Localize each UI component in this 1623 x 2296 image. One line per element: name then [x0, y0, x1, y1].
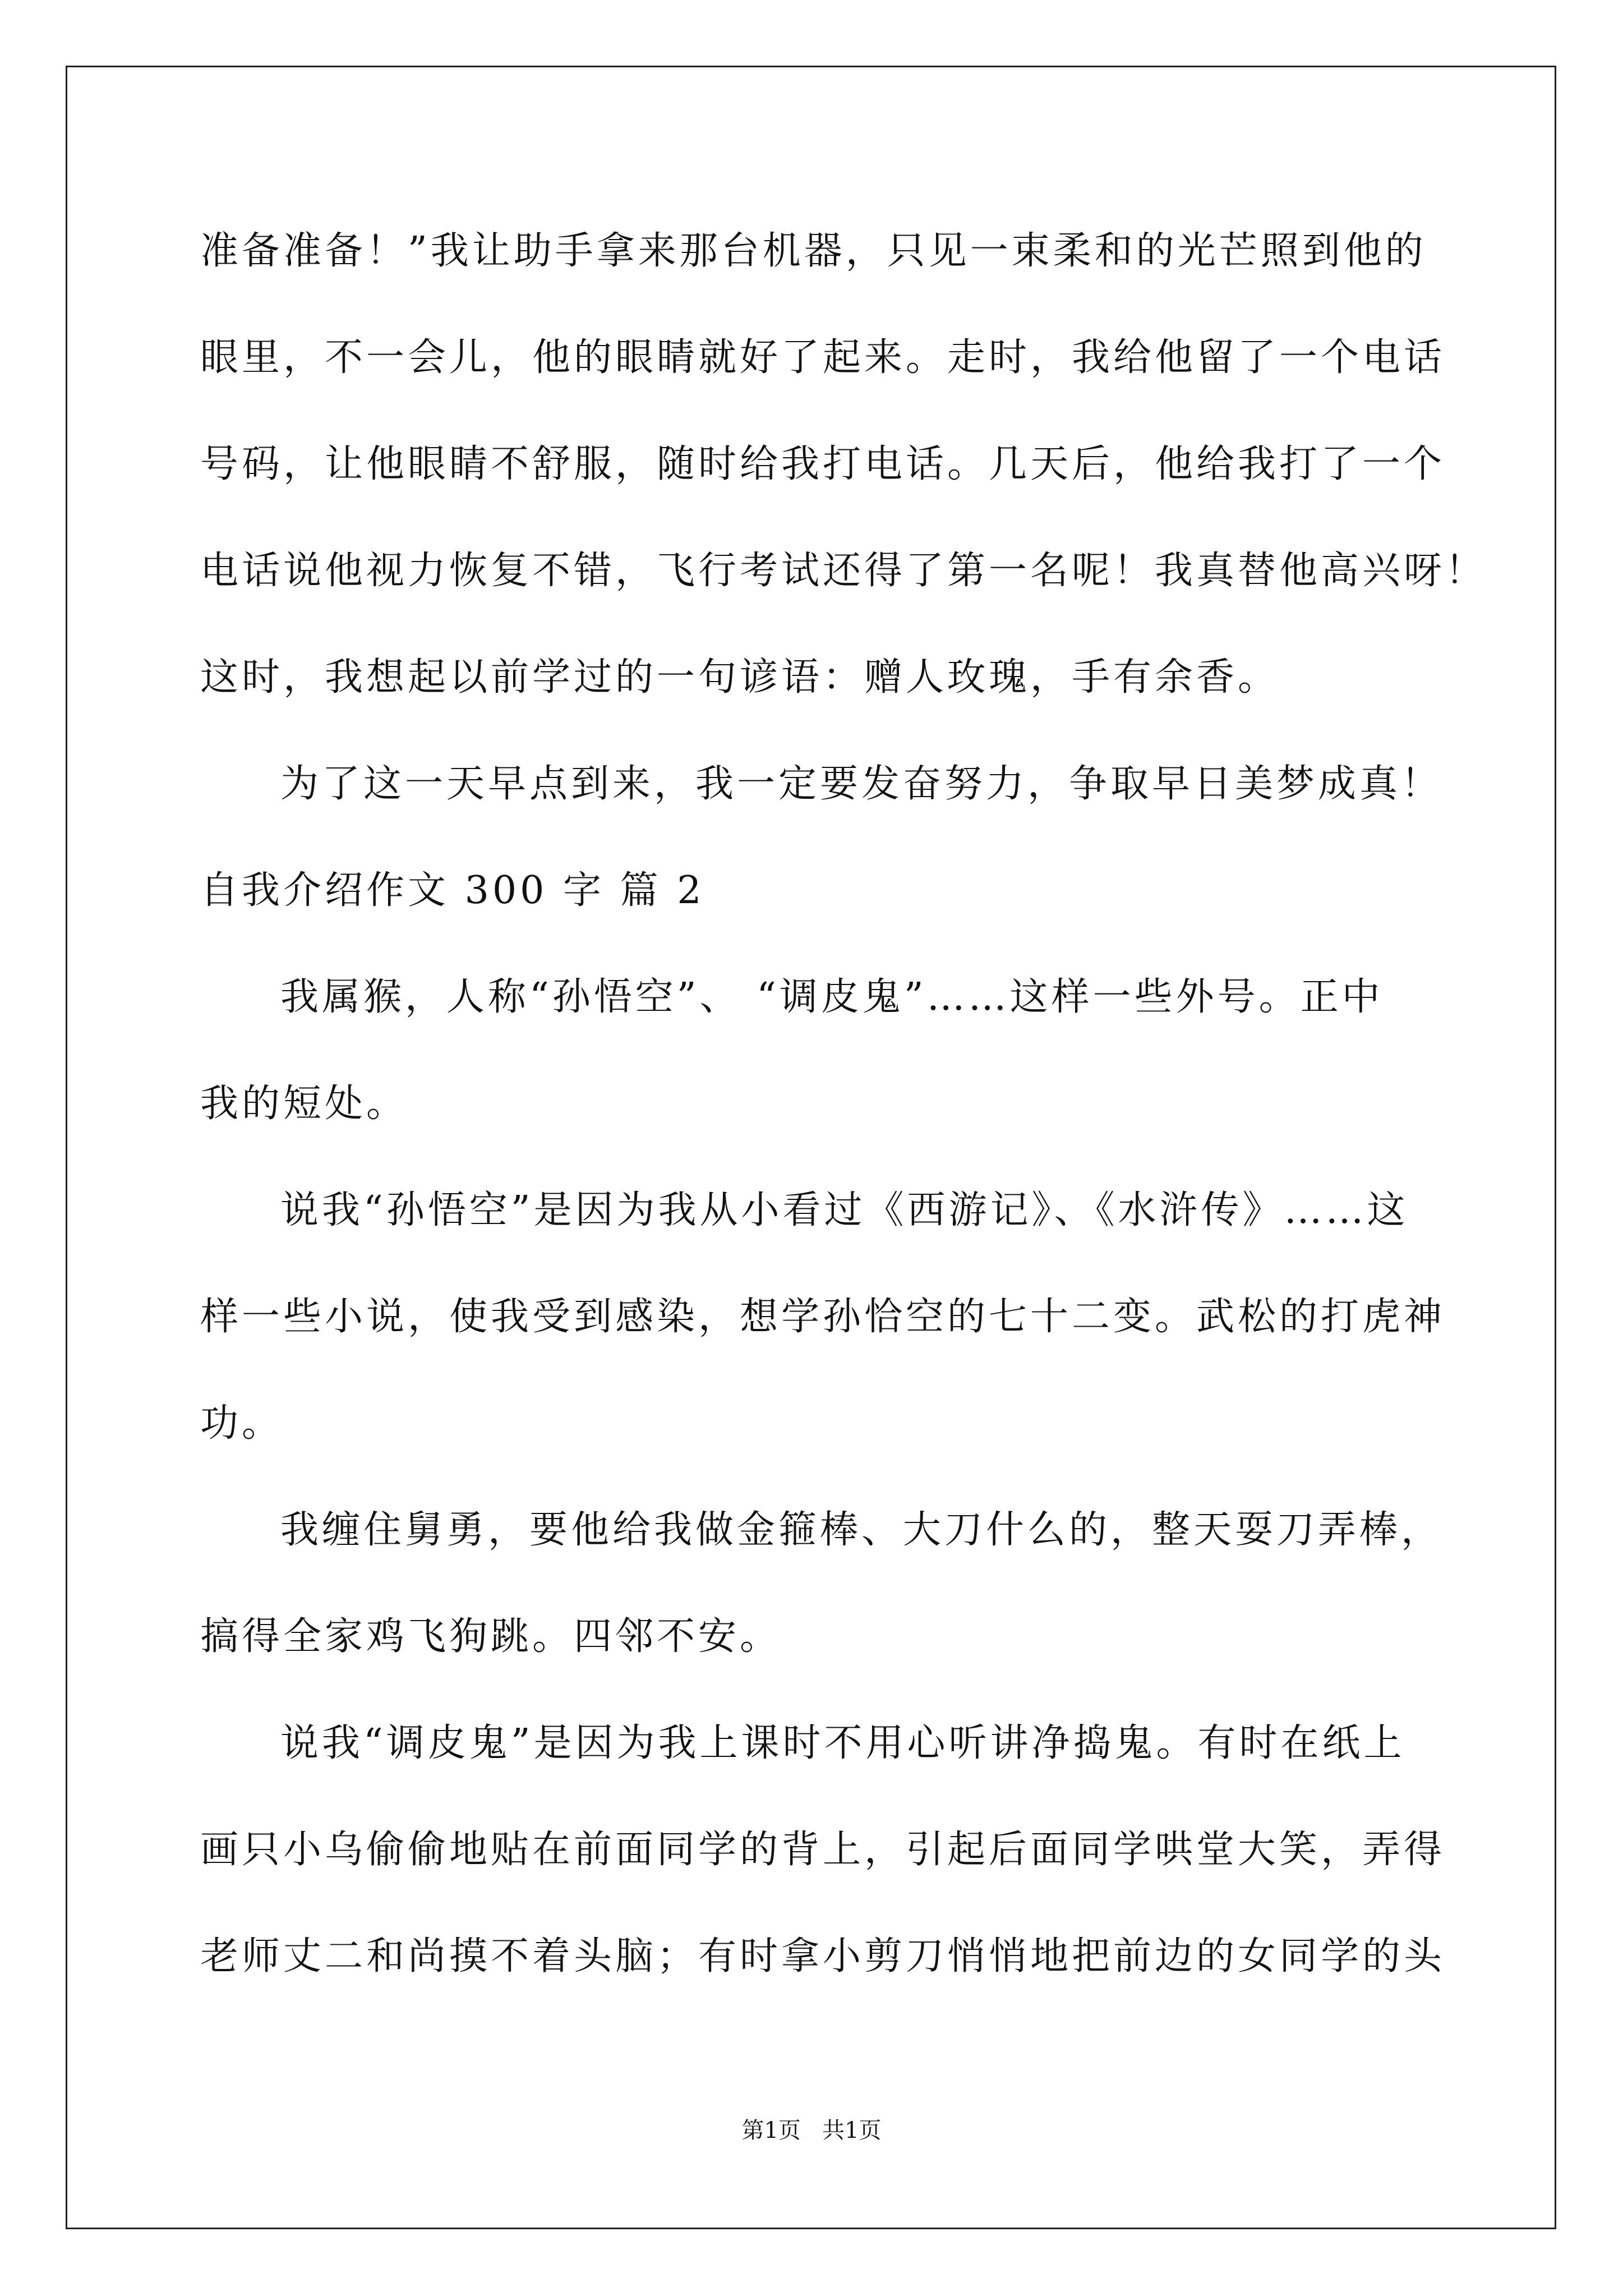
paragraph-line: 我属猴，人称“孙悟空”、 “调皮鬼”……这样一些外号。正中 [280, 975, 1384, 1019]
paragraph-line: 样一些小说，使我受到感染，想学孙恰空的七十二变。武松的打虎神 [200, 1295, 1446, 1339]
paragraph-line: 说我“孙悟空”是因为我从小看过《西游记》、《水浒传》……这 [280, 1188, 1409, 1232]
paragraph-line: 我缠住舅勇，要他给我做金箍棒、大刀什么的，整天耍刀弄棒， [280, 1508, 1443, 1552]
paragraph-line: 为了这一天早点到来，我一定要发奋努力，争取早日美梦成真！ [280, 762, 1443, 806]
paragraph-line: 画只小乌偷偷地贴在前面同学的背上，引起后面同学哄堂大笑，弄得 [200, 1828, 1446, 1872]
body-line-1: 准备准备！”我让助手拿来那台机器，只见一束柔和的光芒照到他的 [200, 229, 1427, 273]
paragraph-line: 我的短处。 [200, 1082, 408, 1126]
paragraph-line: 老师丈二和尚摸不着头脑；有时拿小剪刀悄悄地把前边的女同学的头 [200, 1934, 1446, 1978]
paragraph-line: 说我“调皮鬼”是因为我上课时不用心听讲净捣鬼。有时在纸上 [280, 1721, 1405, 1765]
page-footer: 第1页 共1页 [741, 2118, 882, 2143]
body-line-4: 电话说他视力恢复不错，飞行考试还得了第一名呢！我真替他高兴呀！ [200, 549, 1487, 593]
page-border [66, 66, 1556, 2229]
section-heading: 自我介绍作文 300 字 篇 2 [200, 868, 705, 913]
paragraph-line: 搞得全家鸡飞狗跳。四邻不安。 [200, 1614, 782, 1659]
body-line-2: 眼里，不一会儿，他的眼睛就好了起来。走时，我给他留了一个电话 [200, 335, 1446, 380]
body-line-3: 号码，让他眼睛不舒服，随时给我打电话。几天后，他给我打了一个 [200, 442, 1446, 486]
paragraph-line: 功。 [200, 1401, 284, 1446]
body-line-5: 这时，我想起以前学过的一句谚语：赠人玫瑰，手有余香。 [200, 655, 1280, 700]
